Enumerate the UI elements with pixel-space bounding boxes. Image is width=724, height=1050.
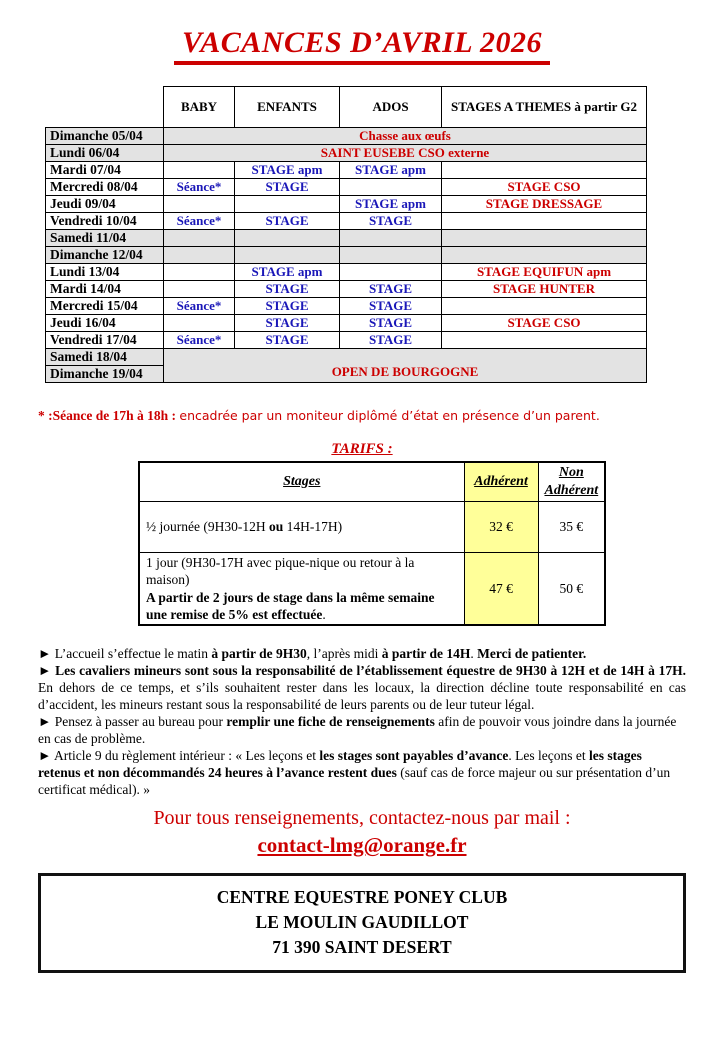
- date-cell: Mardi 07/04: [46, 162, 164, 179]
- date-cell: Lundi 13/04: [46, 264, 164, 281]
- stage-cell: [164, 281, 235, 298]
- date-cell: Dimanche 19/04: [46, 366, 164, 383]
- schedule-row----------05-04: [46, 128, 647, 145]
- stage-cell: Séance*: [164, 332, 235, 349]
- date-cell: Vendredi 10/04: [46, 213, 164, 230]
- tarif-jour-bold: A partir de 2 jours de stage dans la même semaine une remise de 5% est effectuée: [146, 589, 435, 622]
- stage-cell: STAGE apm: [340, 162, 442, 179]
- date-cell: Lundi 06/04: [46, 145, 164, 162]
- stage-cell: STAGE: [340, 281, 442, 298]
- date-cell: Samedi 11/04: [46, 230, 164, 247]
- stage-cell: [164, 315, 235, 332]
- header-baby: BABY: [164, 87, 235, 128]
- tarif-jour-line1: 1 jour (9H30-17H avec pique-nique ou retour à la maison): [146, 555, 415, 588]
- tarifs-row-jour: [139, 553, 605, 626]
- stage-cell: STAGE: [340, 315, 442, 332]
- tarif-label-pre: ½ journée (9H30-12H: [146, 519, 269, 535]
- info-paragraphs: [38, 645, 686, 798]
- stage-cell: [442, 230, 647, 247]
- schedule-table: [45, 86, 647, 383]
- header-enfants: ENFANTS: [235, 87, 340, 128]
- schedule-row--------06-04: [46, 145, 647, 162]
- tarifs-col-adherent-label: Adhérent: [474, 474, 528, 490]
- date-cell: Samedi 18/04: [46, 349, 164, 366]
- schedule-row----------12-04: [46, 247, 647, 264]
- stage-cell: STAGE: [235, 213, 340, 230]
- tarif-label-demi-journee: [139, 502, 464, 553]
- stage-cell: [164, 230, 235, 247]
- contact-intro: Pour tous renseignements, contactez-nous par mail :: [153, 807, 571, 830]
- stage-cell: [340, 264, 442, 281]
- paragraph-article-9: ► Article 9 du règlement intérieur : « Les leçons et les stages sont payables d’avance. Les leçons et les stages retenus et non décommandés 24 heures à l’avance restent dues (sauf cas de force majeur ou sur présentation d’un certificat médical). »: [38, 748, 671, 798]
- schedule-row-------13-04: [46, 264, 647, 281]
- schedule-row-------09-04: [46, 196, 647, 213]
- stage-cell: [340, 247, 442, 264]
- date-cell: Mardi 14/04: [46, 281, 164, 298]
- tarif-jour-non-adherent: 50 €: [538, 553, 605, 626]
- stage-cell: STAGE HUNTER: [442, 281, 647, 298]
- tarif-jour-adherent: 47 €: [464, 553, 538, 626]
- stage-cell: [442, 332, 647, 349]
- tarifs-heading-text: TARIFS :: [331, 441, 393, 457]
- stage-cell: STAGE: [235, 298, 340, 315]
- footnote-bold-part: * :Séance de 17h à 18h :: [38, 408, 176, 423]
- schedule-row-------16-04: [46, 315, 647, 332]
- tarif-label-jour: [139, 553, 464, 626]
- page-title: VACANCES D’AVRIL 2026: [174, 26, 550, 65]
- stage-cell: Séance*: [164, 179, 235, 196]
- schedule-row----------10-04: [46, 213, 647, 230]
- stage-cell: [235, 247, 340, 264]
- stage-cell: STAGE: [235, 332, 340, 349]
- stage-cell: Séance*: [164, 213, 235, 230]
- schedule-row----------15-04: [46, 298, 647, 315]
- tarifs-col-non-adherent-label: Adhérent: [544, 483, 599, 498]
- date-cell: Mercredi 15/04: [46, 298, 164, 315]
- footnote-rest: encadrée par un moniteur diplômé d’état en présence d’un parent.: [179, 408, 600, 423]
- header-corner-cell: [46, 87, 164, 128]
- tarifs-table: [138, 461, 606, 626]
- stage-cell: STAGE apm: [340, 196, 442, 213]
- date-cell: Jeudi 16/04: [46, 315, 164, 332]
- event-cell: SAINT EUSEBE CSO externe: [164, 145, 647, 162]
- date-cell: Jeudi 09/04: [46, 196, 164, 213]
- tarif-label-post: 14H-17H): [283, 519, 343, 535]
- stage-cell: [164, 264, 235, 281]
- stage-cell: [442, 213, 647, 230]
- stage-cell: STAGE EQUIFUN apm: [442, 264, 647, 281]
- stage-cell: [235, 230, 340, 247]
- tarif-jour-end: .: [322, 606, 326, 622]
- paragraph-responsabilite: ► Les cavaliers mineurs sont sous la responsabilité de l’établissement équestre de 9H30 à 12H et de 14H à 17H. En dehors de ce temps, et s’ils souhaitent rester dans les locaux, la direction décline toute responsabilité en cas d’accident, les mineurs restant sous la responsabilité de leurs parents ou de leur tuteur légal.: [38, 663, 686, 713]
- date-cell: Vendredi 17/04: [46, 332, 164, 349]
- event-cell: Chasse aux œufs: [164, 128, 647, 145]
- stage-cell: Séance*: [164, 298, 235, 315]
- stage-cell: [442, 162, 647, 179]
- stage-cell: STAGE: [235, 315, 340, 332]
- event-cell: OPEN DE BOURGOGNE: [164, 349, 647, 383]
- stage-cell: STAGE: [340, 213, 442, 230]
- schedule-body: [46, 128, 647, 383]
- stage-cell: [235, 196, 340, 213]
- tarifs-row-demi-journee: [139, 502, 605, 553]
- contact-section: [0, 807, 724, 858]
- tarifs-col-adherent: [464, 462, 538, 502]
- tarifs-col-non-label: Non: [558, 465, 584, 481]
- tarifs-heading: [0, 440, 724, 458]
- date-cell: Mercredi 08/04: [46, 179, 164, 196]
- stage-cell: [442, 298, 647, 315]
- address-city: 71 390 SAINT DESERT: [272, 936, 452, 957]
- schedule-row----------17-04: [46, 332, 647, 349]
- tarifs-header-row: [139, 462, 605, 502]
- schedule-row--------11-04: [46, 230, 647, 247]
- stage-cell: [340, 179, 442, 196]
- stage-cell: STAGE: [235, 281, 340, 298]
- address-club-name: CENTRE EQUESTRE PONEY CLUB: [216, 887, 508, 908]
- paragraph-fiche-renseignements: ► Pensez à passer au bureau pour remplir une fiche de renseignements afin de pouvoir vous joindre dans la journée en cas de problème.: [38, 714, 677, 747]
- tarif-label-bold: ou: [268, 519, 284, 535]
- address-street: LE MOULIN GAUDILLOT: [255, 911, 469, 932]
- seance-footnote: [38, 408, 724, 424]
- stage-cell: STAGE DRESSAGE: [442, 196, 647, 213]
- date-cell: Dimanche 05/04: [46, 128, 164, 145]
- stage-cell: STAGE: [340, 332, 442, 349]
- stage-cell: STAGE CSO: [442, 315, 647, 332]
- schedule-row-------07-04: [46, 162, 647, 179]
- header-ados: ADOS: [340, 87, 442, 128]
- page-header: [0, 26, 724, 65]
- stage-cell: [340, 230, 442, 247]
- schedule-row--------18-04: [46, 349, 647, 366]
- schedule-header-row: [46, 87, 647, 128]
- header-stages-themes: STAGES A THEMES à partir G2: [442, 87, 647, 128]
- tarifs-col-non-adherent: [538, 462, 605, 502]
- stage-cell: [164, 247, 235, 264]
- tarifs-col-stages: [139, 462, 464, 502]
- stage-cell: [442, 247, 647, 264]
- address-box: [38, 873, 686, 973]
- paragraph-accueil: ► L’accueil s’effectue le matin à partir de 9H30, l’après midi à partir de 14H. Merci de patienter.: [38, 646, 587, 662]
- stage-cell: STAGE: [340, 298, 442, 315]
- contact-email-link[interactable]: contact-lmg@orange.fr: [257, 833, 467, 858]
- stage-cell: [164, 196, 235, 213]
- tarif-demi-journee-non-adherent: 35 €: [538, 502, 605, 553]
- tarifs-col-stages-label: Stages: [283, 474, 321, 490]
- stage-cell: STAGE apm: [235, 264, 340, 281]
- stage-cell: STAGE: [235, 179, 340, 196]
- stage-cell: STAGE CSO: [442, 179, 647, 196]
- schedule-row----------08-04: [46, 179, 647, 196]
- schedule-row-------14-04: [46, 281, 647, 298]
- stage-cell: [164, 162, 235, 179]
- stage-cell: STAGE apm: [235, 162, 340, 179]
- tarif-demi-journee-adherent: 32 €: [464, 502, 538, 553]
- date-cell: Dimanche 12/04: [46, 247, 164, 264]
